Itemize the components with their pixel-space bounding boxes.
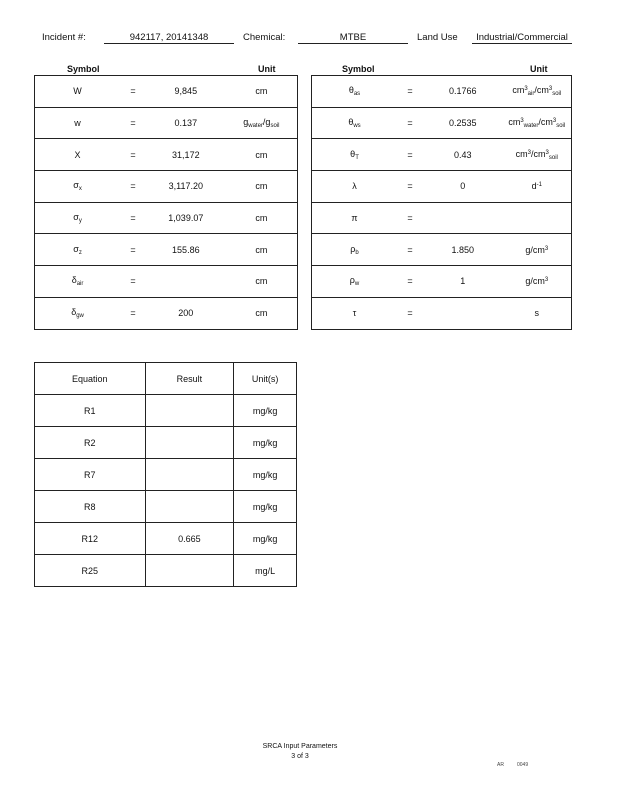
value-cell: 9,845 [146,76,226,108]
unit-cell [503,202,572,234]
equals-sign: = [397,107,423,139]
symbol-cell [312,202,398,234]
equation-id: R12 [35,523,146,555]
value-cell: 0.1766 [423,76,503,108]
unit-cell: cm [226,297,298,329]
left-param-row [35,171,298,203]
unit-cell: s [503,297,572,329]
symbol-text: w [74,118,81,129]
unit-cell: cm [226,76,298,108]
chemical-value: MTBE [298,32,408,44]
equation-unit: mg/L [234,555,297,587]
symbol-cell [35,107,121,139]
symbol-text: W [73,86,82,97]
land-use-label: Land Use [417,32,458,43]
unit-cell: cm [226,266,298,298]
incident-value: 942117, 20141348 [104,32,234,44]
symbol-cell [35,171,121,203]
symbol-text: X [74,149,81,160]
equation-unit: mg/kg [234,459,297,491]
right-unit-header: Unit [530,64,548,74]
left-param-row [35,234,298,266]
symbol-text: σ [73,180,79,191]
symbol-subscript: b [355,249,359,256]
left-param-row [35,107,298,139]
equation-unit: mg/kg [234,523,297,555]
symbol-text: ρ [350,243,356,254]
left-param-row [35,266,298,298]
equation-row [35,555,297,587]
right-parameter-table [311,75,572,330]
unit-cell: $g/cm^3$ [503,266,572,298]
stamp-number: 0049 [517,762,529,768]
equation-unit: mg/kg [234,395,297,427]
symbol-text: π [351,213,358,224]
equation-result [145,491,234,523]
unit-cell: $cm^3_{air}/cm^3_{soil}$ [503,76,572,108]
unit-cell: $d^{-1}$ [503,171,572,203]
value-cell: 155.86 [146,234,226,266]
left-parameter-table [34,75,298,330]
unit-cell: cm [226,234,298,266]
symbol-subscript: x [78,186,82,193]
equation-result [145,427,234,459]
equals-sign: = [120,234,146,266]
equation-result: 0.665 [145,523,234,555]
left-param-row [35,297,298,329]
symbol-text: θ [348,85,354,96]
footer-page-number: 3 of 3 [291,753,309,760]
equation-result-table [34,362,297,587]
value-cell: 0 [423,171,503,203]
right-param-row [312,297,572,329]
equals-sign: = [120,107,146,139]
equation-row [35,427,297,459]
equation-result [145,459,234,491]
equation-header: Equation [35,363,146,395]
land-use-value: Industrial/Commercial [472,32,572,44]
equation-unit: mg/kg [234,491,297,523]
equals-sign: = [120,76,146,108]
equation-id: R7 [35,459,146,491]
right-param-row [312,171,572,203]
left-param-row [35,139,298,171]
symbol-cell [35,266,121,298]
symbol-text: τ [352,308,357,319]
unit-cell: $g_{water}/g_{soil}$ [226,107,298,139]
value-cell: 200 [146,297,226,329]
value-cell [146,266,226,298]
right-param-row [312,107,572,139]
symbol-cell [312,266,398,298]
symbol-subscript: w [354,281,360,288]
symbol-cell [35,76,121,108]
equals-sign: = [120,139,146,171]
chemical-label: Chemical: [243,32,286,43]
right-param-row [312,234,572,266]
equals-sign: = [397,171,423,203]
value-cell: 0.137 [146,107,226,139]
equation-row [35,459,297,491]
value-cell: 0.43 [423,139,503,171]
equals-sign: = [397,76,423,108]
symbol-subscript: as [353,91,361,98]
equation-row [35,395,297,427]
symbol-cell [35,139,121,171]
equals-sign: = [120,171,146,203]
symbol-cell [312,234,398,266]
left-param-row [35,202,298,234]
equals-sign: = [397,297,423,329]
equation-id: R2 [35,427,146,459]
equals-sign: = [397,202,423,234]
symbol-cell [35,297,121,329]
symbol-text: ρ [349,275,355,286]
result-header: Result [145,363,234,395]
unit-cell: $g/cm^3$ [503,234,572,266]
symbol-subscript: ws [353,123,361,130]
equals-sign: = [120,266,146,298]
unit-cell: cm [226,139,298,171]
right-param-row [312,76,572,108]
incident-label: Incident #: [42,32,86,43]
equation-result [145,395,234,427]
symbol-text: σ [73,243,79,254]
equals-sign: = [397,266,423,298]
value-cell [423,202,503,234]
symbol-cell [312,139,398,171]
symbol-subscript: T [355,154,359,161]
symbol-text: θ [350,148,356,159]
equation-id: R8 [35,491,146,523]
footer-title: SRCA Input Parameters [262,743,338,750]
symbol-cell [312,76,398,108]
symbol-subscript: air [76,281,84,288]
symbol-cell [312,107,398,139]
symbol-cell [35,202,121,234]
equals-sign: = [397,139,423,171]
right-param-row [312,139,572,171]
equation-row [35,491,297,523]
unit-cell: $cm^3_{water}/cm^3_{soil}$ [503,107,572,139]
symbol-text: λ [352,181,357,192]
equation-result [145,555,234,587]
left-param-row [35,76,298,108]
symbol-text: θ [348,117,354,128]
left-unit-header: Unit [258,64,276,74]
left-symbol-header: Symbol [67,64,100,74]
value-cell: 1,039.07 [146,202,226,234]
right-param-row [312,202,572,234]
unit-cell: cm [226,202,298,234]
symbol-text: δ [71,275,77,286]
symbol-text: δ [71,307,77,318]
symbol-cell [312,171,398,203]
equation-unit: mg/kg [234,427,297,459]
equation-row [35,523,297,555]
unit-cell: cm [226,171,298,203]
symbol-subscript: z [78,249,82,256]
symbol-cell [312,297,398,329]
equation-id: R25 [35,555,146,587]
stamp-prefix: AR [497,762,504,768]
equals-sign: = [120,297,146,329]
equation-id: R1 [35,395,146,427]
equals-sign: = [397,234,423,266]
right-param-row [312,266,572,298]
value-cell: 31,172 [146,139,226,171]
value-cell [423,297,503,329]
value-cell: 3,117.20 [146,171,226,203]
unit-cell: $cm^3/cm^3_{soil}$ [503,139,572,171]
symbol-cell [35,234,121,266]
value-cell: 1 [423,266,503,298]
units-header: Unit(s) [234,363,297,395]
symbol-subscript: gw [76,313,84,320]
equals-sign: = [120,202,146,234]
symbol-subscript: y [78,218,82,225]
value-cell: 1.850 [423,234,503,266]
value-cell: 0.2535 [423,107,503,139]
right-symbol-header: Symbol [342,64,375,74]
symbol-text: σ [73,212,79,223]
